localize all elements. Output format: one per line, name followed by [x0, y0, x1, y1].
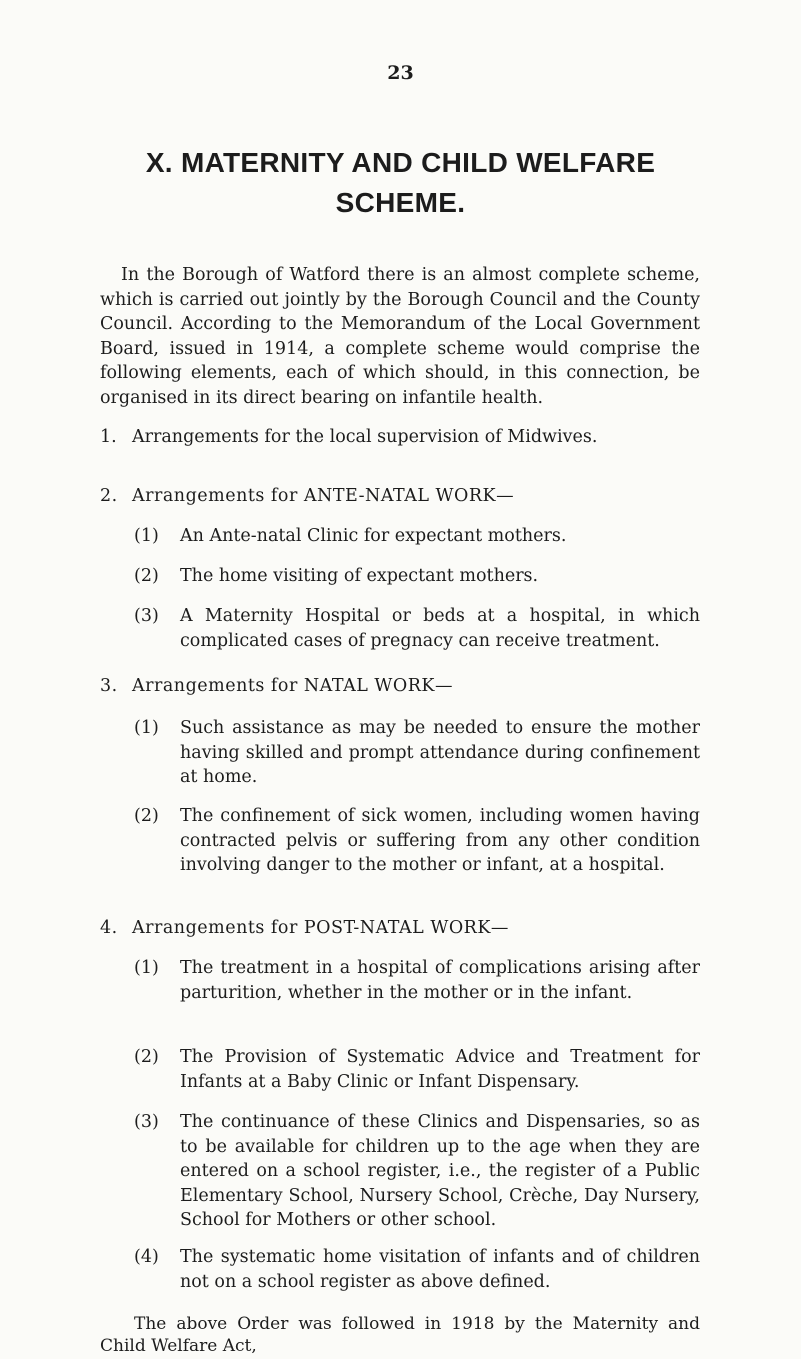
- sub-item: [134, 1245, 700, 1294]
- sub-item-number: (3): [134, 1112, 159, 1132]
- list-item-text: Arrangements for the local supervision of Midwives.: [132, 427, 598, 447]
- sub-item-number: (2): [134, 806, 159, 826]
- list-item-number: 1.: [100, 427, 117, 447]
- sub-item: [134, 524, 700, 549]
- list-item-number: 4.: [100, 918, 118, 938]
- list-item-number: 2.: [100, 486, 118, 506]
- sub-item: [134, 564, 700, 589]
- list-item-text: Arrangements for ANTE-NATAL WORK—: [132, 486, 515, 506]
- sub-item: [134, 1110, 700, 1233]
- list-item-number: 3.: [100, 676, 118, 696]
- list-item-2: [100, 484, 700, 509]
- sub-item-text: The Provision of Systematic Advice and Treatment for Infants at a Baby Clinic or Infant Dispensary.: [180, 1047, 700, 1092]
- sub-item: [134, 804, 700, 878]
- sub-item: [134, 716, 700, 790]
- title-line-2: SCHEME.: [335, 187, 466, 218]
- sub-item: [134, 956, 700, 1005]
- sub-item-number: (1): [134, 526, 159, 546]
- sub-item-text: An Ante-natal Clinic for expectant mothers.: [180, 526, 567, 546]
- list-item-text: Arrangements for NATAL WORK—: [132, 676, 453, 696]
- sub-item: [134, 1045, 700, 1094]
- sub-item-number: (2): [134, 1047, 159, 1067]
- sub-item-text: Such assistance as may be needed to ensure the mother having skilled and prompt attendance during confinement at home.: [180, 718, 700, 787]
- sub-item-number: (1): [134, 718, 159, 738]
- sub-item-text: The systematic home visitation of infants and of children not on a school register as above defined.: [180, 1247, 700, 1292]
- list-item-text: Arrangements for POST-NATAL WORK—: [132, 918, 509, 938]
- sub-item-number: (1): [134, 958, 159, 978]
- sub-item-number: (3): [134, 606, 159, 626]
- intro-paragraph: In the Borough of Watford there is an almost complete scheme, which is carried out jointly by the Borough Council and the County Council. According to the Memorandum of the Local Government Board, issued in 1914, a complete scheme would comprise the following elements, each of which should, in this connection, be organised in its direct bearing on infantile health.: [100, 265, 700, 408]
- list-item-4: [100, 916, 700, 941]
- closing-paragraph: The above Order was followed in 1918 by the Maternity and Child Welfare Act,: [100, 1314, 700, 1356]
- sub-item-text: The treatment in a hospital of complications arising after parturition, whether in the mother or in the infant.: [180, 958, 700, 1003]
- sub-item-text: The home visiting of expectant mothers.: [180, 566, 539, 586]
- title-line-1: X. MATERNITY AND CHILD WELFARE: [145, 147, 656, 178]
- sub-item-text: A Maternity Hospital or beds at a hospital, in which complicated cases of pregnacy can receive treatment.: [180, 606, 700, 651]
- page-number: 23: [387, 62, 414, 84]
- sub-item-text: The continuance of these Clinics and Dispensaries, so as to be available for children up to the age when they are entered on a school register, i.e., the register of a Public Elementary School, Nursery School, Crèche, Day Nursery, School for Mothers or other school.: [180, 1112, 700, 1230]
- sub-item-number: (2): [134, 566, 159, 586]
- sub-item-text: The confinement of sick women, including women having contracted pelvis or suffering from any other condition involving danger to the mother or infant, at a hospital.: [180, 806, 700, 875]
- list-item-1: [100, 425, 700, 450]
- sub-item-number: (4): [134, 1247, 159, 1267]
- list-item-3: [100, 674, 700, 699]
- sub-item: [134, 604, 700, 653]
- page-title: [0, 143, 801, 223]
